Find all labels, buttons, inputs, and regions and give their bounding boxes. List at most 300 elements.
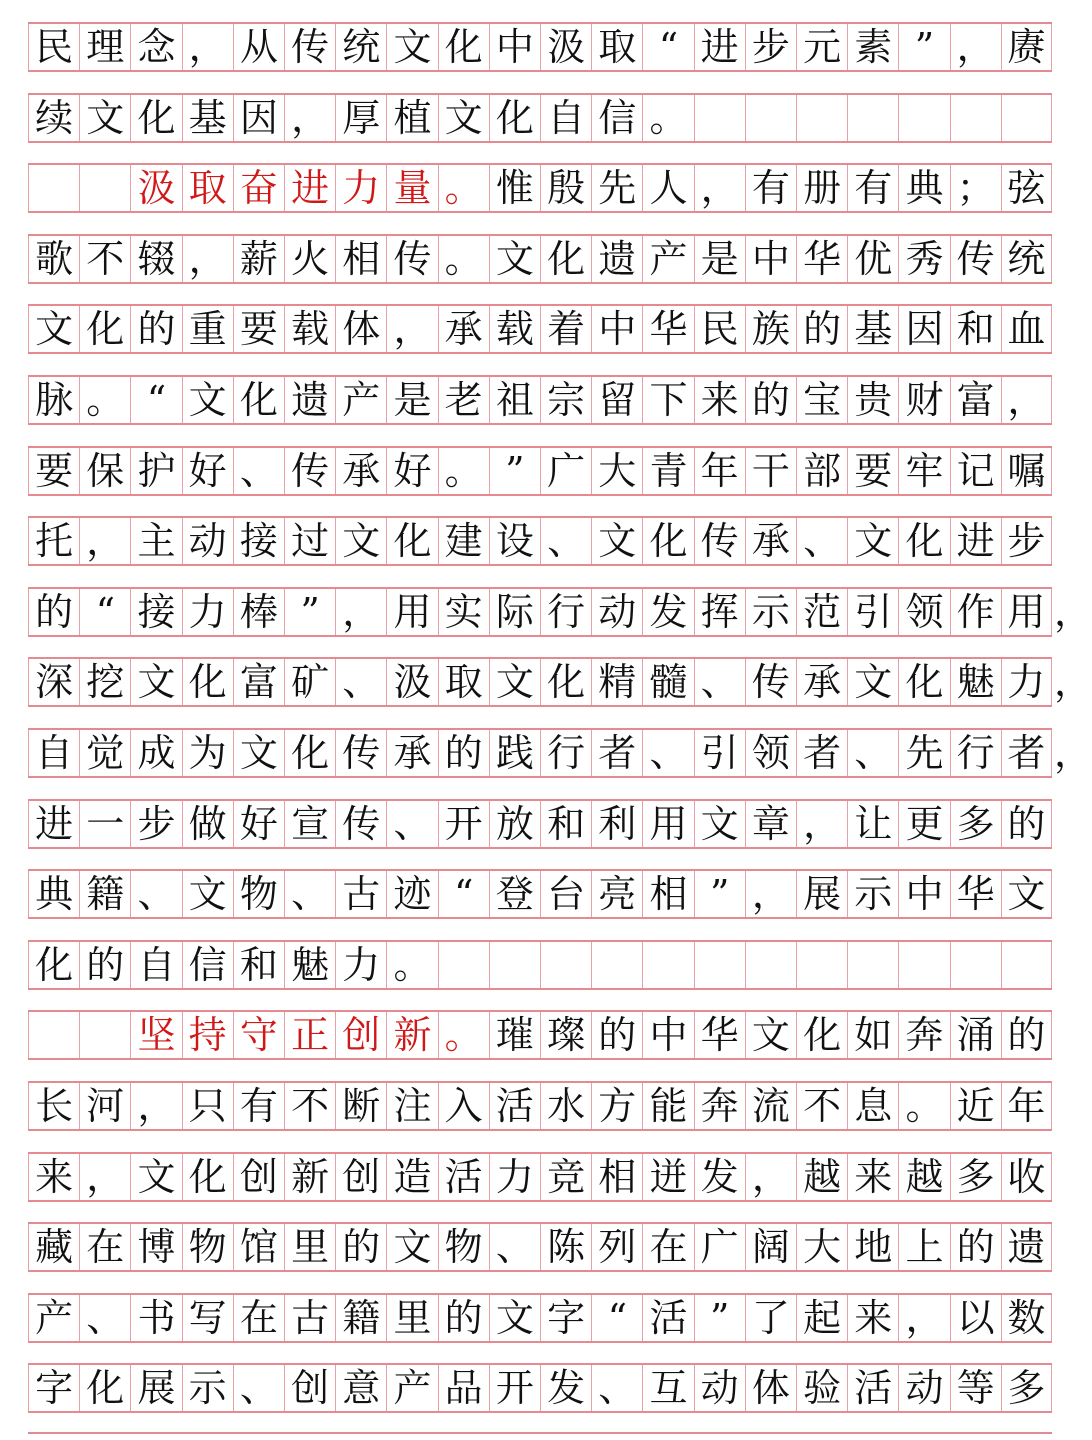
grid-cell: 发 bbox=[642, 589, 693, 635]
grid-cell: 进 bbox=[28, 801, 79, 847]
grid-cell: 。 bbox=[898, 1083, 949, 1129]
grid-cell: 相 bbox=[335, 236, 386, 282]
grid-cell: 一 bbox=[79, 801, 130, 847]
grid-cell: 、 bbox=[796, 518, 847, 564]
grid-cell: 接 bbox=[233, 518, 284, 564]
grid-cell: 竞 bbox=[540, 1154, 591, 1200]
grid-cell bbox=[438, 942, 489, 988]
grid-cell: 等 bbox=[950, 1365, 1001, 1411]
grid-cell: ， bbox=[950, 24, 1001, 70]
heading-char: 正 bbox=[284, 1012, 335, 1058]
text-line bbox=[28, 799, 1052, 849]
grid-cell: 用 bbox=[1001, 589, 1052, 635]
text-line bbox=[28, 234, 1052, 284]
grid-cell: 的 bbox=[438, 730, 489, 776]
grid-cell: 髓 bbox=[642, 659, 693, 705]
text-line bbox=[28, 1222, 1052, 1272]
grid-cell: 和 bbox=[540, 801, 591, 847]
text-line bbox=[28, 375, 1052, 425]
grid-cell: 因 bbox=[233, 95, 284, 141]
grid-cell: 的 bbox=[745, 377, 796, 423]
grid-cell: 用 bbox=[642, 801, 693, 847]
grid-cell: 魅 bbox=[284, 942, 335, 988]
grid-cell: 部 bbox=[796, 448, 847, 494]
grid-cell: 在 bbox=[233, 1295, 284, 1341]
grid-cell: 相 bbox=[591, 1154, 642, 1200]
heading-char: 新 bbox=[386, 1012, 437, 1058]
grid-cell: 不 bbox=[796, 1083, 847, 1129]
grid-cell: 进 bbox=[694, 24, 745, 70]
grid-cell: 亮 bbox=[591, 871, 642, 917]
heading-char: 奋 bbox=[233, 165, 284, 211]
grid-cell: 动 bbox=[694, 1365, 745, 1411]
grid-cell: 、 bbox=[694, 659, 745, 705]
grid-cell: 植 bbox=[386, 95, 437, 141]
grid-cell: 的 bbox=[1001, 801, 1052, 847]
grid-cell: 好 bbox=[182, 448, 233, 494]
grid-cell: 承 bbox=[745, 518, 796, 564]
grid-cell: 文 bbox=[79, 95, 130, 141]
grid-cell: 活 bbox=[489, 1083, 540, 1129]
grid-cell: 深 bbox=[28, 659, 79, 705]
grid-cell: 相 bbox=[642, 871, 693, 917]
grid-cell: 来 bbox=[847, 1295, 898, 1341]
grid-cell: 承 bbox=[335, 448, 386, 494]
grid-cell: 要 bbox=[28, 448, 79, 494]
grid-cell: 行 bbox=[540, 730, 591, 776]
grid-cell bbox=[28, 1012, 79, 1058]
grid-cell bbox=[898, 942, 949, 988]
grid-cell: 的 bbox=[130, 306, 181, 352]
grid-cell: 新 bbox=[284, 1154, 335, 1200]
grid-cell: 、 bbox=[642, 730, 693, 776]
grid-cell: 传 bbox=[694, 518, 745, 564]
grid-cell: 主 bbox=[130, 518, 181, 564]
grid-cell: 。 bbox=[642, 95, 693, 141]
grid-cell: 体 bbox=[745, 1365, 796, 1411]
grid-cell bbox=[540, 942, 591, 988]
grid-cell: 承 bbox=[438, 306, 489, 352]
grid-cell: 文 bbox=[745, 1012, 796, 1058]
grid-cell bbox=[796, 95, 847, 141]
grid-cell: 实 bbox=[438, 589, 489, 635]
grid-cell: 中 bbox=[745, 236, 796, 282]
grid-cell: “ bbox=[130, 377, 181, 423]
grid-cell: 接 bbox=[130, 589, 181, 635]
grid-cell: 是 bbox=[386, 377, 437, 423]
grid-cell: 魅 bbox=[950, 659, 1001, 705]
grid-cell: 中 bbox=[898, 871, 949, 917]
grid-cell: 了 bbox=[745, 1295, 796, 1341]
grid-cell: 和 bbox=[233, 942, 284, 988]
grid-cell: 物 bbox=[233, 871, 284, 917]
grid-cell: 步 bbox=[745, 24, 796, 70]
grid-cell: 列 bbox=[591, 1224, 642, 1270]
grid-cell: 挖 bbox=[79, 659, 130, 705]
grid-cell: 自 bbox=[130, 942, 181, 988]
grid-cell: 来 bbox=[847, 1154, 898, 1200]
grid-cell: 来 bbox=[694, 377, 745, 423]
grid-cell: 力 bbox=[335, 942, 386, 988]
grid-cell bbox=[28, 165, 79, 211]
heading-char: 创 bbox=[335, 1012, 386, 1058]
grid-cell: 华 bbox=[642, 306, 693, 352]
grid-cell: 不 bbox=[79, 236, 130, 282]
grid-cell: 的 bbox=[335, 1224, 386, 1270]
grid-cell: 的 bbox=[79, 942, 130, 988]
grid-cell: 创 bbox=[284, 1365, 335, 1411]
grid-cell: 下 bbox=[642, 377, 693, 423]
grid-cell: 要 bbox=[233, 306, 284, 352]
text-line bbox=[28, 869, 1052, 919]
grid-cell: ” bbox=[489, 448, 540, 494]
grid-cell: 示 bbox=[745, 589, 796, 635]
grid-cell: 河 bbox=[79, 1083, 130, 1129]
text-line bbox=[28, 657, 1092, 707]
grid-cell: 馆 bbox=[233, 1224, 284, 1270]
text-line bbox=[28, 728, 1092, 778]
grid-cell: 记 bbox=[950, 448, 1001, 494]
grid-cell: 力 bbox=[182, 589, 233, 635]
grid-cell: “ bbox=[438, 871, 489, 917]
grid-cell: 有 bbox=[745, 165, 796, 211]
grid-cell: 开 bbox=[438, 801, 489, 847]
grid-cell bbox=[1001, 942, 1052, 988]
text-line bbox=[28, 1293, 1052, 1343]
grid-cell: 取 bbox=[438, 659, 489, 705]
grid-cell: 着 bbox=[540, 306, 591, 352]
grid-cell: 创 bbox=[233, 1154, 284, 1200]
grid-cell: ， bbox=[284, 95, 335, 141]
grid-cell: 华 bbox=[950, 871, 1001, 917]
grid-cell: 挥 bbox=[694, 589, 745, 635]
grid-cell: 动 bbox=[591, 589, 642, 635]
grid-cell: 文 bbox=[591, 518, 642, 564]
grid-cell: ， bbox=[182, 236, 233, 282]
grid-cell: 产 bbox=[335, 377, 386, 423]
grid-cell: 信 bbox=[182, 942, 233, 988]
grid-cell: 迹 bbox=[386, 871, 437, 917]
heading-char: 守 bbox=[233, 1012, 284, 1058]
grid-cell: 厚 bbox=[335, 95, 386, 141]
grid-cell: 方 bbox=[591, 1083, 642, 1129]
heading-char: 持 bbox=[182, 1012, 233, 1058]
grid-cell: 长 bbox=[28, 1083, 79, 1129]
grid-cell: 从 bbox=[233, 24, 284, 70]
grid-cell: 藏 bbox=[28, 1224, 79, 1270]
grid-cell: 棒 bbox=[233, 589, 284, 635]
grid-cell: 好 bbox=[233, 801, 284, 847]
grid-cell: 基 bbox=[847, 306, 898, 352]
grid-cell: 宗 bbox=[540, 377, 591, 423]
grid-cell: 领 bbox=[745, 730, 796, 776]
grid-cell: 有 bbox=[847, 165, 898, 211]
grid-cell: 过 bbox=[284, 518, 335, 564]
grid-cell: 中 bbox=[489, 24, 540, 70]
text-line bbox=[28, 516, 1052, 566]
grid-cell: 民 bbox=[694, 306, 745, 352]
grid-cell: 多 bbox=[950, 1154, 1001, 1200]
grid-cell: 籍 bbox=[79, 871, 130, 917]
grid-cell: ， bbox=[182, 24, 233, 70]
grid-cell: 传 bbox=[335, 730, 386, 776]
grid-cell: 范 bbox=[796, 589, 847, 635]
grid-cell: 。 bbox=[438, 448, 489, 494]
grid-cell: 统 bbox=[1001, 236, 1052, 282]
grid-cell: 化 bbox=[284, 730, 335, 776]
grid-cell: 行 bbox=[950, 730, 1001, 776]
grid-cell: 脉 bbox=[28, 377, 79, 423]
grid-cell: 是 bbox=[694, 236, 745, 282]
grid-cell: 文 bbox=[233, 730, 284, 776]
grid-cell: 者 bbox=[1001, 730, 1052, 776]
text-line bbox=[28, 22, 1052, 72]
grid-cell: 信 bbox=[591, 95, 642, 141]
grid-cell: 活 bbox=[438, 1154, 489, 1200]
grid-cell: 文 bbox=[386, 24, 437, 70]
grid-cell: 承 bbox=[796, 659, 847, 705]
grid-cell: 老 bbox=[438, 377, 489, 423]
grid-cell: 动 bbox=[182, 518, 233, 564]
grid-cell: 火 bbox=[284, 236, 335, 282]
grid-cell: 祖 bbox=[489, 377, 540, 423]
grid-cell: 力 bbox=[1001, 659, 1052, 705]
grid-cell: 字 bbox=[28, 1365, 79, 1411]
grid-cell: 、 bbox=[233, 1365, 284, 1411]
grid-cell: ， bbox=[130, 1083, 181, 1129]
grid-cell: 收 bbox=[1001, 1154, 1052, 1200]
grid-cell: 起 bbox=[796, 1295, 847, 1341]
grid-cell: 优 bbox=[847, 236, 898, 282]
grid-cell: 化 bbox=[540, 236, 591, 282]
grid-cell: 创 bbox=[335, 1154, 386, 1200]
grid-cell: 理 bbox=[79, 24, 130, 70]
grid-cell: 化 bbox=[386, 518, 437, 564]
text-line bbox=[28, 93, 1052, 143]
grid-cell: 殷 bbox=[540, 165, 591, 211]
grid-cell: 。 bbox=[438, 236, 489, 282]
grid-cell: 、 bbox=[284, 871, 335, 917]
grid-cell: 来 bbox=[28, 1154, 79, 1200]
grid-cell: 汲 bbox=[540, 24, 591, 70]
grid-cell: 文 bbox=[386, 1224, 437, 1270]
heading-char: 力 bbox=[335, 165, 386, 211]
grid-cell: 造 bbox=[386, 1154, 437, 1200]
grid-cell: 遗 bbox=[591, 236, 642, 282]
grid-cell: 文 bbox=[335, 518, 386, 564]
grid-cell: 成 bbox=[130, 730, 181, 776]
grid-cell: 要 bbox=[847, 448, 898, 494]
heading-char: 进 bbox=[284, 165, 335, 211]
grid-cell: 越 bbox=[796, 1154, 847, 1200]
grid-cell: 、 bbox=[79, 1295, 130, 1341]
grid-cell: 阔 bbox=[745, 1224, 796, 1270]
grid-cell: 、 bbox=[233, 448, 284, 494]
grid-cell: 地 bbox=[847, 1224, 898, 1270]
grid-cell: 的 bbox=[28, 589, 79, 635]
grid-cell: 赓 bbox=[1001, 24, 1052, 70]
grid-cell: 让 bbox=[847, 801, 898, 847]
grid-cell: 做 bbox=[182, 801, 233, 847]
grid-cell: ， bbox=[79, 1154, 130, 1200]
grid-cell: ” bbox=[694, 871, 745, 917]
grid-cell: 文 bbox=[28, 306, 79, 352]
grid-cell: ” bbox=[284, 589, 335, 635]
grid-cell bbox=[79, 1012, 130, 1058]
grid-cell: 展 bbox=[130, 1365, 181, 1411]
grid-cell: ， bbox=[898, 1295, 949, 1341]
grid-cell: 如 bbox=[847, 1012, 898, 1058]
grid-cell: 化 bbox=[79, 306, 130, 352]
grid-cell: 族 bbox=[745, 306, 796, 352]
grid-cell: 青 bbox=[642, 448, 693, 494]
grid-cell: 传 bbox=[745, 659, 796, 705]
grid-cell: 水 bbox=[540, 1083, 591, 1129]
grid-cell: 传 bbox=[950, 236, 1001, 282]
grid-cell bbox=[591, 942, 642, 988]
grid-cell: 章 bbox=[745, 801, 796, 847]
grid-cell: 在 bbox=[642, 1224, 693, 1270]
grid-cell: 化 bbox=[796, 1012, 847, 1058]
grid-cell: 遗 bbox=[284, 377, 335, 423]
grid-cell: 传 bbox=[335, 801, 386, 847]
grid-cell: 建 bbox=[438, 518, 489, 564]
grid-cell: 物 bbox=[438, 1224, 489, 1270]
grid-cell: 字 bbox=[540, 1295, 591, 1341]
grid-cell: 产 bbox=[642, 236, 693, 282]
grid-cell: 在 bbox=[79, 1224, 130, 1270]
grid-cell: 年 bbox=[1001, 1083, 1052, 1129]
grid-cell: 书 bbox=[130, 1295, 181, 1341]
grid-cell bbox=[642, 942, 693, 988]
grid-bottom-rule bbox=[28, 1432, 1052, 1434]
grid-cell: 基 bbox=[182, 95, 233, 141]
grid-cell: 断 bbox=[335, 1083, 386, 1129]
grid-cell: 意 bbox=[335, 1365, 386, 1411]
grid-cell: 不 bbox=[284, 1083, 335, 1129]
grid-cell: 有 bbox=[233, 1083, 284, 1129]
grid-cell: 自 bbox=[28, 730, 79, 776]
grid-cell: 展 bbox=[796, 871, 847, 917]
grid-cell: 嘱 bbox=[1001, 448, 1052, 494]
grid-cell: 发 bbox=[540, 1365, 591, 1411]
grid-cell: 。 bbox=[79, 377, 130, 423]
grid-cell: 华 bbox=[796, 236, 847, 282]
grid-cell: 觉 bbox=[79, 730, 130, 776]
grid-cell: 、 bbox=[591, 1365, 642, 1411]
overflow-punctuation: ， bbox=[1054, 660, 1092, 705]
grid-cell: 广 bbox=[694, 1224, 745, 1270]
grid-cell: 化 bbox=[489, 95, 540, 141]
grid-cell: 广 bbox=[540, 448, 591, 494]
grid-cell: 元 bbox=[796, 24, 847, 70]
grid-cell: 奔 bbox=[694, 1083, 745, 1129]
grid-cell: 更 bbox=[898, 801, 949, 847]
text-line bbox=[28, 1010, 1052, 1060]
text-line bbox=[28, 446, 1052, 496]
grid-cell: 古 bbox=[284, 1295, 335, 1341]
grid-cell: 品 bbox=[438, 1365, 489, 1411]
grid-cell: ， bbox=[386, 306, 437, 352]
grid-cell: 汲 bbox=[386, 659, 437, 705]
grid-cell: 的 bbox=[950, 1224, 1001, 1270]
text-line bbox=[28, 587, 1092, 637]
grid-cell: 的 bbox=[438, 1295, 489, 1341]
grid-cell: 以 bbox=[950, 1295, 1001, 1341]
grid-cell: 璀 bbox=[489, 1012, 540, 1058]
grid-cell bbox=[898, 95, 949, 141]
grid-cell: 典 bbox=[28, 871, 79, 917]
grid-cell: 贵 bbox=[847, 377, 898, 423]
grid-cell: 注 bbox=[386, 1083, 437, 1129]
grid-cell: 财 bbox=[898, 377, 949, 423]
grid-cell: 文 bbox=[489, 659, 540, 705]
grid-cell: 开 bbox=[489, 1365, 540, 1411]
grid-cell bbox=[847, 942, 898, 988]
grid-cell bbox=[694, 95, 745, 141]
grid-cell: 作 bbox=[950, 589, 1001, 635]
grid-cell: 好 bbox=[386, 448, 437, 494]
heading-char: 量 bbox=[386, 165, 437, 211]
grid-cell: 载 bbox=[489, 306, 540, 352]
grid-cell: 惟 bbox=[489, 165, 540, 211]
grid-cell: ” bbox=[898, 24, 949, 70]
grid-cell: 多 bbox=[1001, 1365, 1052, 1411]
grid-cell: ； bbox=[950, 165, 1001, 211]
grid-cell: 台 bbox=[540, 871, 591, 917]
grid-cell: 大 bbox=[591, 448, 642, 494]
text-line bbox=[28, 1081, 1052, 1131]
grid-cell: 璨 bbox=[540, 1012, 591, 1058]
grid-cell: 传 bbox=[284, 448, 335, 494]
grid-cell: 的 bbox=[796, 306, 847, 352]
grid-cell: ， bbox=[745, 871, 796, 917]
heading-char: 汲 bbox=[130, 165, 181, 211]
grid-cell: 引 bbox=[694, 730, 745, 776]
grid-cell: 越 bbox=[898, 1154, 949, 1200]
grid-cell: 涌 bbox=[950, 1012, 1001, 1058]
grid-cell bbox=[694, 942, 745, 988]
grid-cell: 籍 bbox=[335, 1295, 386, 1341]
text-line bbox=[28, 1152, 1052, 1202]
text-line bbox=[28, 163, 1052, 213]
grid-cell: 化 bbox=[898, 518, 949, 564]
grid-cell: 体 bbox=[335, 306, 386, 352]
grid-cell bbox=[950, 942, 1001, 988]
grid-cell: 迸 bbox=[642, 1154, 693, 1200]
grid-cell: 弦 bbox=[1001, 165, 1052, 211]
grid-cell: 化 bbox=[182, 1154, 233, 1200]
grid-cell: 化 bbox=[130, 95, 181, 141]
grid-cell: 干 bbox=[745, 448, 796, 494]
grid-cell: 承 bbox=[386, 730, 437, 776]
grid-cell: 传 bbox=[284, 24, 335, 70]
grid-cell: 文 bbox=[130, 659, 181, 705]
grid-cell: 进 bbox=[950, 518, 1001, 564]
grid-cell: 奔 bbox=[898, 1012, 949, 1058]
grid-cell: ， bbox=[335, 589, 386, 635]
grid-cell: “ bbox=[591, 1295, 642, 1341]
grid-cell: 陈 bbox=[540, 1224, 591, 1270]
grid-cell: 。 bbox=[386, 942, 437, 988]
grid-cell bbox=[745, 95, 796, 141]
grid-cell: 流 bbox=[745, 1083, 796, 1129]
grid-cell bbox=[950, 95, 1001, 141]
grid-cell: 血 bbox=[1001, 306, 1052, 352]
grid-cell: 发 bbox=[694, 1154, 745, 1200]
grid-cell: 、 bbox=[386, 801, 437, 847]
grid-cell: 念 bbox=[130, 24, 181, 70]
